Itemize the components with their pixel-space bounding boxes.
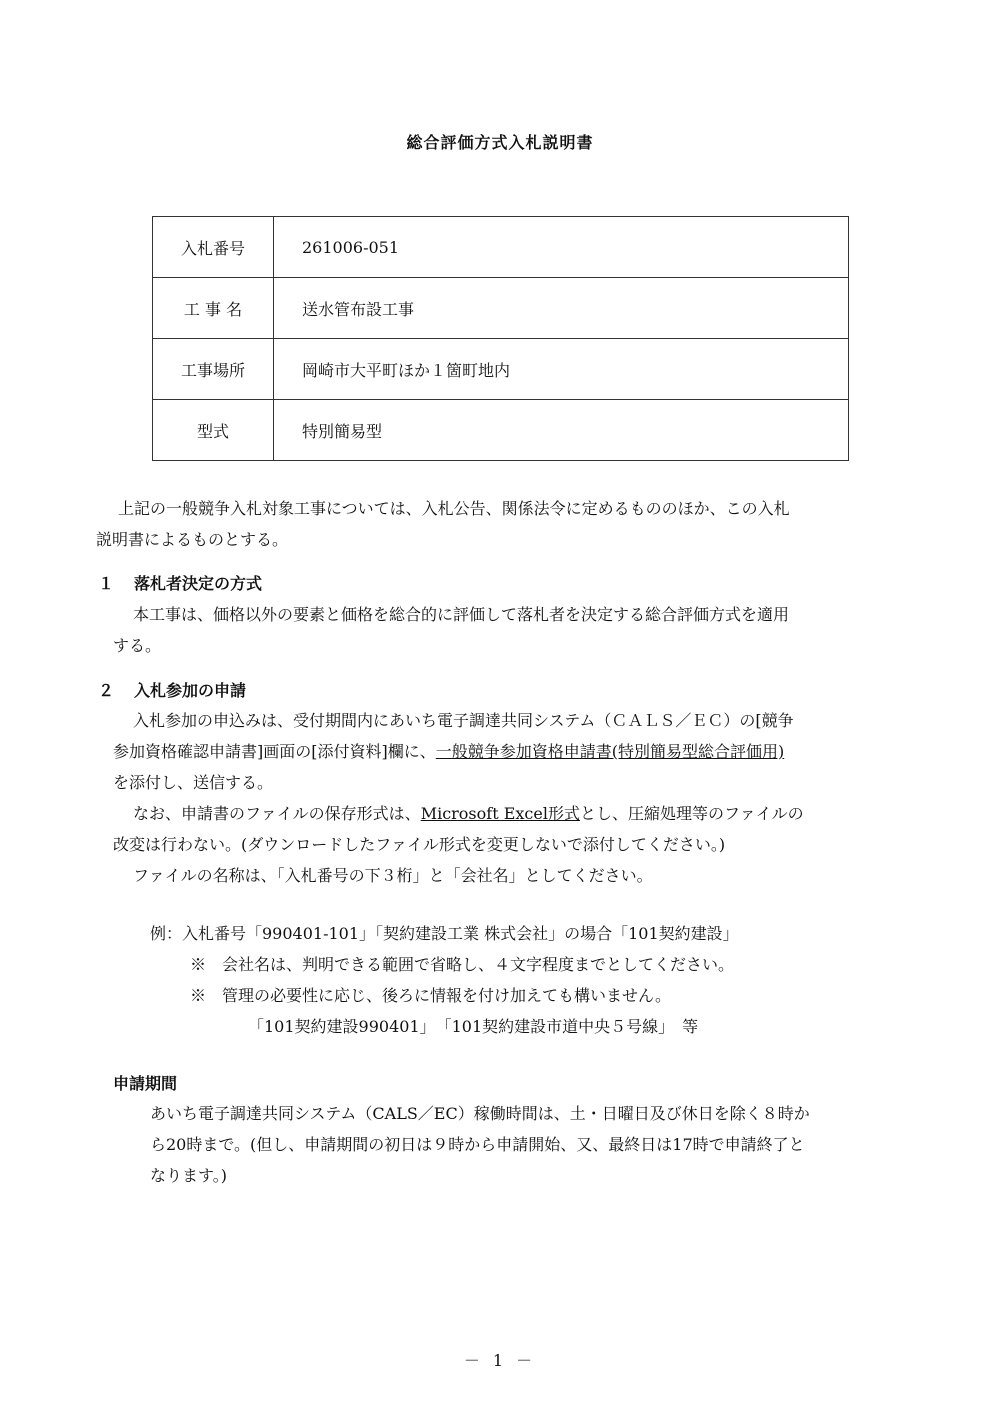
- section-2-title: 入札参加の申請: [134, 681, 247, 700]
- section-2-para-2-text-a: なお、申請書のファイルの保存形式は、: [133, 804, 421, 823]
- section-1-number: １: [98, 574, 115, 593]
- section-2-para-2-text-b: とし、圧縮処理等のファイルの: [579, 804, 804, 823]
- section-2-para-1-line-2: [113, 736, 784, 767]
- section-2-para-2-line-1: [133, 798, 804, 829]
- page-number: － 1 －: [463, 1351, 537, 1370]
- bid-number-label: 入札番号: [153, 217, 274, 278]
- application-form-name: 一般競争参加資格申請書(特別簡易型総合評価用): [435, 742, 785, 761]
- document-title: 総合評価方式入札説明書: [406, 133, 594, 152]
- note-2: ※ 管理の必要性に応じ、後ろに情報を付け加えても構いません。: [190, 986, 671, 1005]
- type-value: 特別簡易型: [274, 400, 849, 461]
- section-1-line-1: 本工事は、価格以外の要素と価格を総合的に評価して落札者を決定する総合評価方式を適用: [133, 605, 790, 624]
- table-row: [153, 278, 849, 339]
- section-1-line-2: する。: [113, 636, 162, 655]
- period-line-3: なります。): [150, 1166, 227, 1185]
- intro-line-2: 説明書によるものとする。: [96, 530, 289, 549]
- section-2-para-1-line-1: 入札参加の申込みは、受付期間内にあいち電子調達共同システム（ＣＡＬＳ／ＥＣ）の[競争: [133, 711, 794, 730]
- file-format-name: Microsoft Excel形式: [420, 804, 580, 823]
- section-2-para-3-line-1: ファイルの名称は、「入札番号の下３桁」と「会社名」としてください。: [133, 866, 653, 885]
- work-name-value: 送水管布設工事: [274, 278, 849, 339]
- work-site-value: 岡崎市大平町ほか１箇町地内: [274, 339, 849, 400]
- period-heading: 申請期間: [113, 1074, 178, 1093]
- section-2-para-2-line-2: 改変は行わない。(ダウンロードしたファイル形式を変更しないで添付してください。): [113, 835, 726, 854]
- type-label: 型式: [153, 400, 274, 461]
- work-name-label: 工 事 名: [153, 278, 274, 339]
- note-1: ※ 会社名は、判明できる範囲で省略し、４文字程度までとしてください。: [190, 955, 735, 974]
- section-2-number: ２: [98, 681, 115, 700]
- intro-line-1: 上記の一般競争入札対象工事については、入札公告、関係法令に定めるもののほか、この入札: [118, 499, 790, 518]
- bid-number-value: 261006-051: [274, 217, 849, 278]
- info-table: [152, 216, 849, 461]
- table-row: [153, 217, 849, 278]
- section-1-title: 落札者決定の方式: [134, 574, 263, 593]
- section-2-heading: [98, 679, 246, 703]
- period-line-1: あいち電子調達共同システム（CALS／EC）稼働時間は、土・日曜日及び休日を除く８時か: [150, 1104, 810, 1123]
- section-2-para-1-line-2-text: 参加資格確認申請書]画面の[添付資料]欄に、: [113, 742, 436, 761]
- table-row: [153, 339, 849, 400]
- period-line-2: ら20時まで。(但し、申請期間の初日は９時から申請開始、又、最終日は17時で申請終了と: [150, 1135, 805, 1154]
- table-row: [153, 400, 849, 461]
- file-name-example: 例：入札番号「990401-101」「契約建設工業 株式会社」の場合「101契約建設」: [150, 924, 739, 943]
- section-1-heading: [98, 572, 262, 596]
- note-2-examples: 「101契約建設990401」 「101契約建設市道中央５号線」 等: [248, 1017, 699, 1036]
- section-2-para-1-line-3: を添付し、送信する。: [113, 773, 274, 792]
- work-site-label: 工事場所: [153, 339, 274, 400]
